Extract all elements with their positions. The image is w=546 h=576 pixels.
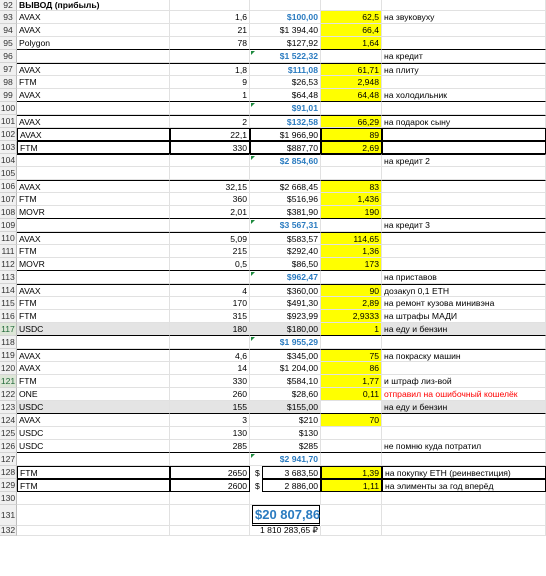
cell-e[interactable] bbox=[382, 492, 546, 505]
cell-e[interactable] bbox=[382, 0, 546, 11]
row-header[interactable]: 118 bbox=[0, 336, 17, 349]
cell-b[interactable]: 1,8 bbox=[170, 63, 250, 76]
cell-a[interactable]: FTM bbox=[17, 193, 170, 206]
row-header[interactable]: 110 bbox=[0, 232, 17, 245]
cell-d[interactable] bbox=[321, 492, 382, 505]
row-header[interactable]: 121 bbox=[0, 376, 16, 386]
cell-c[interactable]: 2 886,00 bbox=[262, 479, 321, 492]
row-header[interactable]: 101 bbox=[0, 116, 16, 126]
cell-c[interactable]: $132,58 bbox=[250, 115, 321, 128]
cell-d[interactable] bbox=[321, 505, 382, 526]
cell-b[interactable] bbox=[170, 167, 250, 180]
row-header[interactable]: 127 bbox=[0, 454, 16, 464]
cell-c[interactable]: $1 204,00 bbox=[250, 362, 321, 375]
cell-e[interactable]: на покраску машин bbox=[382, 349, 546, 362]
cell-b[interactable] bbox=[170, 505, 250, 526]
cell-b[interactable]: 285 bbox=[170, 440, 250, 453]
cell-e[interactable]: на покупку ETH (реинвестиция) bbox=[382, 466, 546, 479]
cell-e[interactable]: на холодильник bbox=[382, 89, 546, 102]
cell-b[interactable]: 0,5 bbox=[170, 258, 250, 271]
cell-d[interactable]: 0,11 bbox=[321, 388, 382, 401]
row-header[interactable]: 124 bbox=[0, 415, 16, 425]
cell-e[interactable]: отправил на ошибочный кошелёк bbox=[382, 388, 546, 401]
cell-a[interactable]: FTM bbox=[17, 76, 170, 89]
cell-c[interactable]: $583,57 bbox=[250, 232, 321, 245]
cell-d[interactable] bbox=[321, 50, 382, 63]
sheet-row bbox=[0, 115, 546, 128]
cell-e[interactable] bbox=[382, 141, 546, 154]
cell-b[interactable] bbox=[170, 526, 250, 536]
cell-a[interactable] bbox=[17, 50, 170, 63]
cell-a[interactable]: ВЫВОД (прибыль) bbox=[17, 0, 170, 11]
cell-d[interactable]: 1 bbox=[321, 323, 382, 336]
row-header[interactable]: 98 bbox=[0, 76, 17, 89]
sheet-row bbox=[0, 11, 546, 24]
cell-c[interactable]: 3 683,50 bbox=[262, 466, 321, 479]
cell-e[interactable] bbox=[382, 336, 546, 349]
sheet-row bbox=[0, 154, 546, 167]
cell-b[interactable] bbox=[170, 0, 250, 11]
cell-c[interactable]: $1 522,32 bbox=[250, 50, 321, 63]
cell-c[interactable]: $345,00 bbox=[250, 349, 321, 362]
row-header[interactable]: 105 bbox=[0, 168, 16, 178]
cell-c[interactable]: $2 668,45 bbox=[250, 180, 321, 193]
cell-a[interactable]: FTM bbox=[17, 297, 170, 310]
cell-b[interactable] bbox=[170, 453, 250, 466]
sheet-row bbox=[0, 388, 546, 401]
cell-b[interactable]: 9 bbox=[170, 76, 250, 89]
cell-b[interactable]: 330 bbox=[170, 141, 250, 154]
sheet-row bbox=[0, 492, 546, 505]
sheet-row bbox=[0, 323, 546, 336]
cell-c[interactable]: $86,50 bbox=[250, 258, 321, 271]
cell-e[interactable]: на кредит 3 bbox=[382, 219, 546, 232]
row-header[interactable]: 109 bbox=[0, 220, 16, 230]
cell-e[interactable] bbox=[382, 258, 546, 271]
cell-d[interactable]: 2,89 bbox=[321, 297, 382, 310]
cell-b[interactable] bbox=[170, 50, 250, 63]
cell-e[interactable] bbox=[382, 362, 546, 375]
cell-b[interactable] bbox=[170, 492, 250, 505]
cell-a[interactable]: AVAX bbox=[17, 89, 170, 102]
cell-e[interactable]: на еду и бензин bbox=[382, 323, 546, 336]
cell-d[interactable]: 90 bbox=[321, 284, 382, 297]
sheet-row bbox=[0, 427, 546, 440]
row-header[interactable]: 126 bbox=[0, 441, 16, 451]
cell-a[interactable] bbox=[17, 505, 170, 526]
cell-c[interactable]: $923,99 bbox=[250, 310, 321, 323]
cell-b[interactable]: 2,01 bbox=[170, 206, 250, 219]
cell-a[interactable] bbox=[17, 492, 170, 505]
sheet-row bbox=[0, 232, 546, 245]
cell-b[interactable]: 4 bbox=[170, 284, 250, 297]
cell-c[interactable]: $91,01 bbox=[250, 102, 321, 115]
cell-a[interactable]: USDC bbox=[17, 440, 170, 453]
sheet-row bbox=[0, 401, 546, 414]
cell-d[interactable] bbox=[321, 336, 382, 349]
cell-d[interactable] bbox=[321, 427, 382, 440]
cell-c[interactable]: $1 966,90 bbox=[250, 128, 321, 141]
cell-a[interactable] bbox=[17, 154, 170, 167]
cell-a[interactable]: FTM bbox=[17, 466, 170, 479]
sheet-row bbox=[0, 505, 546, 526]
cell-e[interactable]: на приставов bbox=[382, 271, 546, 284]
row-header[interactable]: 132 bbox=[0, 525, 16, 535]
sheet-row bbox=[0, 50, 546, 63]
sheet-row bbox=[0, 180, 546, 193]
cell-c[interactable]: $64,48 bbox=[250, 89, 321, 102]
row-header[interactable]: 131 bbox=[0, 505, 17, 526]
cell-b[interactable] bbox=[170, 271, 250, 284]
sheet-row bbox=[0, 362, 546, 375]
cell-d[interactable]: 86 bbox=[321, 362, 382, 375]
row-header[interactable]: 107 bbox=[0, 194, 16, 204]
cell-a[interactable] bbox=[17, 271, 170, 284]
cell-e[interactable]: дозакуп 0,1 ETH bbox=[382, 284, 546, 297]
cell-b[interactable] bbox=[170, 219, 250, 232]
cell-e[interactable] bbox=[382, 232, 546, 245]
cell-c[interactable]: $210 bbox=[250, 414, 321, 427]
cell-e[interactable] bbox=[382, 76, 546, 89]
sheet-row bbox=[0, 128, 546, 141]
cell-e[interactable]: на плиту bbox=[382, 63, 546, 76]
cell-c[interactable]: $2 854,60 bbox=[250, 154, 321, 167]
cell-e[interactable]: не помню куда потратил bbox=[382, 440, 546, 453]
row-header[interactable]: 92 bbox=[0, 0, 17, 11]
cell-e[interactable]: на ремонт кузова минивэна bbox=[382, 297, 546, 310]
cell-a[interactable]: FTM bbox=[17, 141, 170, 154]
cell-c[interactable]: $381,90 bbox=[250, 206, 321, 219]
cell-a[interactable]: AVAX bbox=[17, 11, 170, 24]
cell-b[interactable]: 1,6 bbox=[170, 11, 250, 24]
cell-c[interactable]: $516,96 bbox=[250, 193, 321, 206]
cell-a[interactable]: AVAX bbox=[17, 115, 170, 128]
cell-c[interactable]: $292,40 bbox=[250, 245, 321, 258]
cell-a[interactable]: FTM bbox=[17, 479, 170, 492]
cell-c[interactable]: $100,00 bbox=[250, 11, 321, 24]
cell-e[interactable]: на еду и бензин bbox=[382, 401, 546, 414]
cell-b[interactable]: 215 bbox=[170, 245, 250, 258]
cell-a[interactable]: AVAX bbox=[17, 180, 170, 193]
row-header[interactable]: 130 bbox=[0, 493, 16, 503]
cell-d[interactable] bbox=[321, 440, 382, 453]
cell-a[interactable]: USDC bbox=[17, 323, 170, 336]
cell-e[interactable] bbox=[382, 245, 546, 258]
cell-d[interactable]: 89 bbox=[321, 128, 382, 141]
cell-d[interactable]: 66,4 bbox=[321, 24, 382, 37]
sheet-row bbox=[0, 349, 546, 362]
cell-e[interactable]: на подарок сыну bbox=[382, 115, 546, 128]
cell-a[interactable]: AVAX bbox=[17, 63, 170, 76]
cell-d[interactable]: 2,9333 bbox=[321, 310, 382, 323]
cell-c[interactable] bbox=[250, 167, 321, 180]
sheet-row bbox=[0, 206, 546, 219]
cell-d[interactable] bbox=[321, 453, 382, 466]
row-header[interactable]: 116 bbox=[0, 310, 17, 323]
cell-e[interactable] bbox=[382, 128, 546, 141]
cell-a[interactable] bbox=[17, 336, 170, 349]
sheet-row bbox=[0, 453, 546, 466]
cell-d[interactable]: 173 bbox=[321, 258, 382, 271]
row-header[interactable]: 102 bbox=[0, 129, 16, 139]
cell-b[interactable]: 14 bbox=[170, 362, 250, 375]
row-header[interactable]: 115 bbox=[0, 297, 17, 310]
cell-d[interactable]: 61,71 bbox=[321, 63, 382, 76]
cell-a[interactable]: AVAX bbox=[17, 284, 170, 297]
cell-d[interactable]: 75 bbox=[321, 349, 382, 362]
cell-c[interactable]: $285 bbox=[250, 440, 321, 453]
row-header[interactable]: 129 bbox=[0, 480, 16, 490]
cell-b[interactable] bbox=[170, 102, 250, 115]
cell-b[interactable]: 78 bbox=[170, 37, 250, 50]
row-header[interactable]: 125 bbox=[0, 428, 16, 438]
row-header[interactable]: 120 bbox=[0, 363, 16, 373]
cell-e[interactable] bbox=[382, 427, 546, 440]
row-header[interactable]: 123 bbox=[0, 402, 16, 412]
cell-c[interactable]: $491,30 bbox=[250, 297, 321, 310]
cell-d[interactable]: 1,77 bbox=[321, 375, 382, 388]
cell-e[interactable] bbox=[382, 526, 546, 536]
cell-b[interactable]: 2600 $ bbox=[170, 479, 250, 492]
cell-c[interactable]: $2 941,70 bbox=[250, 453, 321, 466]
cell-d[interactable]: 1,436 bbox=[321, 193, 382, 206]
sheet-row bbox=[0, 24, 546, 37]
cell-c[interactable]: $887,70 bbox=[250, 141, 321, 154]
row-header[interactable]: 99 bbox=[0, 89, 17, 102]
cell-b[interactable]: 4,6 bbox=[170, 349, 250, 362]
cell-e[interactable]: и штраф лиз-вой bbox=[382, 375, 546, 388]
cell-b[interactable]: 5,09 bbox=[170, 232, 250, 245]
row-header[interactable]: 112 bbox=[0, 258, 17, 271]
cell-c[interactable]: $28,60 bbox=[250, 388, 321, 401]
cell-d[interactable] bbox=[321, 271, 382, 284]
cell-d[interactable]: 114,65 bbox=[321, 232, 382, 245]
cell-d[interactable] bbox=[321, 219, 382, 232]
cell-a[interactable] bbox=[17, 167, 170, 180]
cell-d[interactable]: 1,39 bbox=[321, 466, 382, 479]
cell-d[interactable]: 190 bbox=[321, 206, 382, 219]
cell-b[interactable]: 2650 $ bbox=[170, 466, 250, 479]
cell-a[interactable]: USDC bbox=[17, 401, 170, 414]
cell-e[interactable] bbox=[382, 505, 546, 526]
sheet-row bbox=[0, 89, 546, 102]
cell-e[interactable]: на звуковуху bbox=[382, 11, 546, 24]
cell-e[interactable]: на элименты за год вперёд bbox=[382, 479, 546, 492]
sheet-row bbox=[0, 271, 546, 284]
cell-b[interactable]: 32,15 bbox=[170, 180, 250, 193]
cell-a[interactable]: AVAX bbox=[17, 232, 170, 245]
row-header[interactable]: 122 bbox=[0, 389, 16, 399]
cell-e[interactable] bbox=[382, 102, 546, 115]
cell-e[interactable] bbox=[382, 37, 546, 50]
cell-d[interactable]: 66,29 bbox=[321, 115, 382, 128]
cell-c[interactable]: $26,53 bbox=[250, 76, 321, 89]
cell-c[interactable]: $962,47 bbox=[250, 271, 321, 284]
cell-c[interactable]: $180,00 bbox=[250, 323, 321, 336]
cell-d[interactable] bbox=[321, 154, 382, 167]
cell-b[interactable]: 21 bbox=[170, 24, 250, 37]
cell-d[interactable]: 2,948 bbox=[321, 76, 382, 89]
cell-a[interactable]: MOVR bbox=[17, 258, 170, 271]
cell-c[interactable]: $1 955,29 bbox=[250, 336, 321, 349]
cell-c[interactable]: 1 810 283,65 ₽ bbox=[250, 526, 321, 536]
cell-b[interactable]: 1 bbox=[170, 89, 250, 102]
cell-a[interactable]: FTM bbox=[17, 245, 170, 258]
cell-c[interactable]: $155,00 bbox=[250, 401, 321, 414]
cell-c[interactable]: $360,00 bbox=[250, 284, 321, 297]
cell-a[interactable] bbox=[17, 219, 170, 232]
cell-d[interactable] bbox=[321, 0, 382, 11]
sheet-row bbox=[0, 102, 546, 115]
sheet-row bbox=[0, 141, 546, 154]
row-header[interactable]: 103 bbox=[0, 142, 16, 152]
cell-d[interactable]: 1,36 bbox=[321, 245, 382, 258]
cell-b[interactable]: 260 bbox=[170, 388, 250, 401]
cell-c[interactable]: $127,92 bbox=[250, 37, 321, 50]
cell-a[interactable]: AVAX bbox=[17, 24, 170, 37]
cell-b[interactable] bbox=[170, 336, 250, 349]
cell-a[interactable]: AVAX bbox=[17, 362, 170, 375]
cell-e[interactable] bbox=[382, 180, 546, 193]
cell-a[interactable] bbox=[17, 526, 170, 536]
cell-b[interactable]: 22,1 bbox=[170, 128, 250, 141]
sheet-row bbox=[0, 37, 546, 50]
cell-e[interactable] bbox=[382, 453, 546, 466]
cell-a[interactable] bbox=[17, 453, 170, 466]
cell-a[interactable]: USDC bbox=[17, 427, 170, 440]
cell-a[interactable]: AVAX bbox=[17, 349, 170, 362]
cell-e[interactable] bbox=[382, 414, 546, 427]
cell-b[interactable]: 180 bbox=[170, 323, 250, 336]
row-header[interactable]: 117 bbox=[0, 323, 17, 336]
sheet-row bbox=[0, 193, 546, 206]
cell-e[interactable]: на кредит 2 bbox=[382, 154, 546, 167]
row-header[interactable]: 108 bbox=[0, 207, 16, 217]
row-header[interactable]: 100 bbox=[0, 103, 16, 113]
cell-c[interactable]: $111,08 bbox=[250, 63, 321, 76]
cell-a[interactable]: MOVR bbox=[17, 206, 170, 219]
row-header[interactable]: 114 bbox=[0, 284, 17, 297]
row-header[interactable]: 95 bbox=[0, 37, 17, 50]
cell-b[interactable]: 315 bbox=[170, 310, 250, 323]
row-header[interactable]: 111 bbox=[0, 245, 17, 258]
cell-d[interactable]: 1,11 bbox=[321, 479, 382, 492]
cell-d[interactable]: 2,69 bbox=[321, 141, 382, 154]
row-header[interactable]: 96 bbox=[0, 50, 17, 63]
cell-b[interactable]: 2 bbox=[170, 115, 250, 128]
sheet-row bbox=[0, 284, 546, 297]
cell-d[interactable]: 70 bbox=[321, 414, 382, 427]
cell-b[interactable]: 170 bbox=[170, 297, 250, 310]
cell-b[interactable]: 155 bbox=[170, 401, 250, 414]
cell-e[interactable] bbox=[382, 193, 546, 206]
sheet-row bbox=[0, 336, 546, 349]
cell-c[interactable]: $1 394,40 bbox=[250, 24, 321, 37]
sheet-row bbox=[0, 245, 546, 258]
cell-a[interactable]: Polygon bbox=[17, 37, 170, 50]
cell-b[interactable] bbox=[170, 154, 250, 167]
sheet-row bbox=[0, 440, 546, 453]
row-header[interactable]: 119 bbox=[0, 349, 17, 362]
row-header[interactable]: 104 bbox=[0, 155, 16, 165]
sheet-row bbox=[0, 479, 546, 492]
row-header[interactable]: 113 bbox=[0, 271, 17, 284]
row-header[interactable]: 97 bbox=[0, 63, 17, 76]
cell-d[interactable] bbox=[321, 526, 382, 536]
cell-c[interactable]: $130 bbox=[250, 427, 321, 440]
cell-a[interactable]: FTM bbox=[17, 310, 170, 323]
cell-b[interactable]: 130 bbox=[170, 427, 250, 440]
cell-d[interactable] bbox=[321, 102, 382, 115]
sheet-row bbox=[0, 76, 546, 89]
cell-e[interactable]: на кредит bbox=[382, 50, 546, 63]
cell-a[interactable] bbox=[17, 102, 170, 115]
cell-e[interactable] bbox=[382, 167, 546, 180]
sheet-row bbox=[0, 310, 546, 323]
cell-d[interactable]: 62,5 bbox=[321, 11, 382, 24]
cell-a[interactable]: FTM bbox=[17, 375, 170, 388]
sheet-row bbox=[0, 167, 546, 180]
cell-d[interactable]: 83 bbox=[321, 180, 382, 193]
cell-b[interactable]: 330 bbox=[170, 375, 250, 388]
cell-d[interactable] bbox=[321, 167, 382, 180]
row-header[interactable]: 94 bbox=[0, 24, 17, 37]
cell-c[interactable]: $3 567,31 bbox=[250, 219, 321, 232]
cell-e[interactable]: на штрафы МАДИ bbox=[382, 310, 546, 323]
cell-a[interactable]: AVAX bbox=[17, 128, 170, 141]
cell-b[interactable]: 360 bbox=[170, 193, 250, 206]
row-header[interactable]: 106 bbox=[0, 181, 16, 191]
sheet-row bbox=[0, 526, 546, 536]
sheet-row bbox=[0, 375, 546, 388]
cell-d[interactable]: 1,64 bbox=[321, 37, 382, 50]
sheet-row bbox=[0, 414, 546, 427]
currency-sign: $ bbox=[255, 481, 260, 491]
cell-d[interactable] bbox=[321, 401, 382, 414]
cell-a[interactable]: AVAX bbox=[17, 414, 170, 427]
sheet-row bbox=[0, 219, 546, 232]
cell-d[interactable]: 64,48 bbox=[321, 89, 382, 102]
cell-b[interactable]: 3 bbox=[170, 414, 250, 427]
cell-c[interactable]: $584,10 bbox=[250, 375, 321, 388]
cell-c[interactable]: $20 807,86 bbox=[252, 505, 320, 526]
cell-e[interactable] bbox=[382, 24, 546, 37]
sheet-row bbox=[0, 0, 546, 11]
row-header[interactable]: 93 bbox=[0, 11, 17, 24]
row-header[interactable]: 128 bbox=[0, 467, 16, 477]
cell-a[interactable]: ONE bbox=[17, 388, 170, 401]
sheet-row bbox=[0, 466, 546, 479]
currency-sign: $ bbox=[255, 468, 260, 478]
sheet-row bbox=[0, 63, 546, 76]
cell-e[interactable] bbox=[382, 206, 546, 219]
cell-c[interactable] bbox=[250, 492, 321, 505]
cell-c[interactable] bbox=[250, 0, 321, 11]
sheet-row bbox=[0, 258, 546, 271]
sheet-row bbox=[0, 297, 546, 310]
